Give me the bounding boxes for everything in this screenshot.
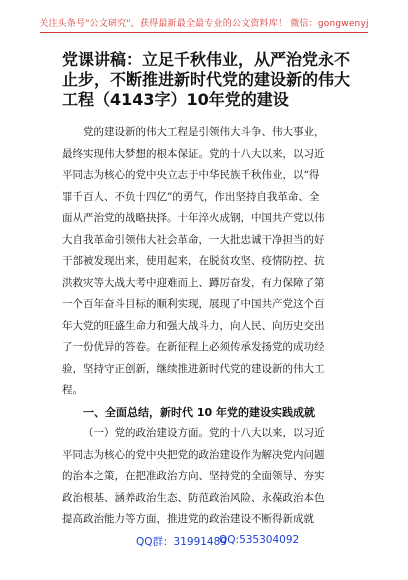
body-line: 罪千百人、不负十四亿”的勇气，作出坚持自我革命、全 — [62, 190, 320, 203]
body-line: 大自我革命引领伟大社会革命，一大批忠诚干净担当的好 — [62, 233, 325, 246]
body-line: 面从严治党的战略抉择。十年淬火成钢，中国共产党以伟 — [62, 212, 325, 224]
body-line: 一个百年奋斗目标的顺利实现，展现了中国共产党这个百 — [62, 298, 325, 310]
body-line: 程。 — [62, 384, 83, 396]
body-line: 年大党的旺盛生命力和强大战斗力，向人民、向历史交出 — [62, 319, 325, 332]
body-line: 党的建设新的伟大工程是引领伟大斗争、伟大事业， — [83, 126, 325, 138]
page-footer — [0, 534, 408, 554]
header-divider — [40, 32, 368, 33]
section-line: 平同志为核心的党中央把党的政治建设作为解决党内问题 — [62, 448, 325, 461]
footer-qq-contact: QQ:535304092 — [219, 534, 300, 546]
section-line: 政治根基、涵养政治生态、防范政治风险、永葆政治本色 — [62, 491, 325, 504]
title-line: 党课讲稿：立足千秋伟业，从严治党永不 — [62, 50, 351, 69]
section-line: （一）党的政治建设方面。党的十八大以来，以习近 — [83, 427, 325, 439]
body-line: 干部被发现出来，使用起来，在脱贫攻坚、疫情防控、抗 — [62, 255, 325, 267]
body-line: 了一份优异的答卷。在新征程上必须传承发扬党的成功经 — [62, 341, 325, 353]
footer-qq-group: QQ群：31991489 — [136, 536, 227, 548]
body-line: 平同志为核心的党中央立志于中华民族千秋伟业，以“得 — [62, 169, 320, 181]
header-banner: 关注头条号"公文研究"，获得最新最全最专业的公文资料库！ 微信：gongwenyj — [39, 19, 369, 29]
section-line: 的治本之策，在把准政治方向、坚持党的全面领导、夯实 — [62, 470, 325, 482]
body-line: 洪救灾等大战大考中迎难而上、蹲厉奋发，有力保障了第 — [62, 276, 325, 289]
title-line: 止步，不断推进新时代党的建设新的伟大 — [62, 70, 351, 89]
section-heading: 一、全面总结，新时代 10 年党的建设实践成就 — [83, 405, 315, 419]
body-line: 验，坚持守正创新，继续推进新时代党的建设新的伟大工 — [62, 362, 325, 375]
document-body — [62, 122, 354, 531]
body-line: 最终实现伟大梦想的根本保证。党的十八大以来，以习近 — [62, 147, 325, 160]
section-line: 提高政治能力等方面，推进党的政治建设不断得新成就 — [62, 513, 314, 525]
page-header — [0, 0, 408, 44]
title-line: 工程（4143字）10年党的建设 — [62, 90, 289, 109]
document-title — [62, 50, 354, 110]
